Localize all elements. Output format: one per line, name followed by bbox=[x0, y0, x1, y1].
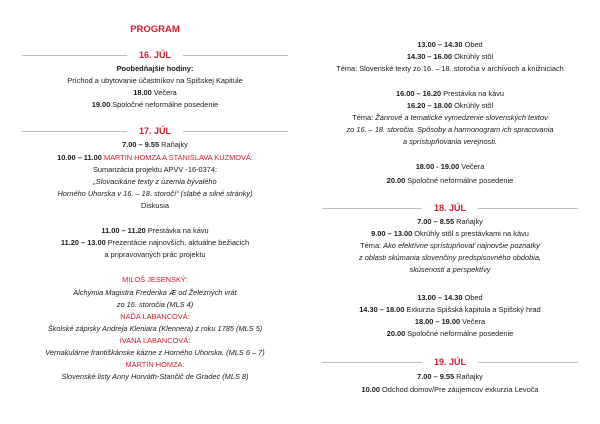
activity: Raňajky bbox=[454, 217, 483, 226]
schedule-item bbox=[10, 88, 300, 98]
topic-cont: z oblasti skúmania slovenčiny predspisovného obdobia, bbox=[358, 253, 541, 262]
activity: Odchod domov/Pre záujemcov exkurzia Levoča bbox=[379, 385, 539, 394]
topic bbox=[310, 113, 590, 123]
discussion: Diskusia bbox=[141, 201, 169, 210]
activity: Okrúhly stôl bbox=[452, 52, 494, 61]
schedule-item bbox=[310, 40, 590, 50]
speaker-name: MARTIN HOMZA: bbox=[125, 360, 185, 369]
time: 10.00 – 11.00 bbox=[57, 153, 104, 162]
schedule-item bbox=[310, 101, 590, 111]
program-title: PROGRAM bbox=[130, 24, 180, 35]
time: 7.00 – 9.55 bbox=[122, 140, 160, 149]
topic-text: Ako efektívne sprístupňovať najnovšie poznatky bbox=[383, 241, 540, 250]
activity: Večera bbox=[460, 317, 486, 326]
schedule-item bbox=[310, 293, 590, 303]
schedule-item bbox=[10, 153, 300, 163]
talk-title: Vernakulárne františkánske kázne z Horného Uhorska. (MLS 6 – 7) bbox=[45, 348, 265, 357]
speakers: MARTIN HOMZA A STANISLAVA KUZMOVÁ: bbox=[103, 153, 253, 162]
talk-title: Slovenské listy Anny Horváth-Stančič de Gradec (MLS 8) bbox=[61, 372, 249, 381]
time: 11.20 – 13.00 bbox=[60, 238, 106, 247]
time: 13.00 – 14.30 bbox=[417, 293, 463, 302]
schedule-item bbox=[310, 229, 590, 239]
talk-text: Sumarizácia projektu APVV -16-0374: bbox=[92, 165, 218, 174]
schedule-item bbox=[310, 372, 590, 382]
activity: Obed bbox=[462, 40, 483, 49]
time: 19.00 bbox=[91, 100, 111, 109]
schedule-item bbox=[10, 140, 300, 150]
talk-title: „Slovacikáne texty z územia bývalého bbox=[93, 177, 217, 186]
schedule-item bbox=[10, 226, 300, 236]
day-18-label: 18. JÚL bbox=[433, 203, 466, 213]
schedule-item bbox=[310, 385, 590, 395]
activity: Prestávka na kávu bbox=[145, 226, 209, 235]
activity: Prestávka na kávu bbox=[441, 89, 505, 98]
schedule-item bbox=[10, 100, 300, 110]
topic bbox=[310, 64, 590, 74]
schedule-item bbox=[310, 305, 590, 315]
arrival-text: Príchod a ubytovanie účastníkov na Spišskej Kapitule bbox=[67, 76, 243, 85]
activity: Spoločné neformálne posedenie bbox=[405, 329, 514, 338]
speaker-name: IVANA LABANCOVÁ: bbox=[119, 336, 191, 345]
time: 14.30 – 18.00 bbox=[359, 305, 405, 314]
topic-prefix: Téma: bbox=[360, 241, 384, 250]
activity: Okrúhly stôl s prestávkami na kávu bbox=[412, 229, 529, 238]
day-18-header bbox=[310, 201, 590, 215]
time: 7.00 – 8.55 bbox=[417, 217, 455, 226]
time: 16.20 – 18.00 bbox=[406, 101, 453, 110]
talk-title: Školské zápisky Andreja Kleniara (Klennera) z roku 1785 (MLS 5) bbox=[47, 324, 263, 333]
talk-title: Alchýmia Magistra Frederika Æ od Železných vrát bbox=[73, 288, 237, 297]
time: 9.00 – 13.00 bbox=[371, 229, 413, 238]
schedule-item bbox=[10, 238, 300, 248]
divider bbox=[183, 55, 288, 56]
activity: Raňajky bbox=[454, 372, 483, 381]
speaker-name: MILOŠ JESENSKÝ: bbox=[122, 275, 188, 284]
schedule-item bbox=[310, 52, 590, 62]
time: 20.00 bbox=[386, 329, 406, 338]
talk-title: zo 16. storočia (MLS 4) bbox=[116, 300, 194, 309]
talk-title: Horného Uhorska v 16. – 18. storočí“ (slabé a silné stránky) bbox=[57, 189, 253, 198]
divider bbox=[478, 208, 578, 209]
topic-cont: zo 16. – 18. storočia. Spôsoby a harmonogram ich spracovania bbox=[346, 125, 554, 134]
topic-cont: a sprístupňovania verejnosti. bbox=[402, 137, 498, 146]
divider bbox=[478, 362, 578, 363]
time: 18.00 bbox=[133, 88, 152, 97]
topic-text: Slovenské texty zo 16. – 18. storočia v archívoch a knižniciach bbox=[359, 64, 564, 73]
activity: Spoločné neformálne posedenie bbox=[110, 100, 219, 109]
time: 18.00 - 19.00 bbox=[415, 162, 460, 171]
activity: Večera bbox=[459, 162, 485, 171]
activity: Okrúhly stôl bbox=[452, 101, 494, 110]
activity-cont: a pripravovaných prác projektu bbox=[104, 250, 206, 259]
topic-text: Žánrové a tematické vymedzenie slovenských textov bbox=[375, 113, 548, 122]
schedule-item bbox=[310, 89, 590, 99]
time: 14.30 – 16.00 bbox=[406, 52, 453, 61]
schedule-item bbox=[310, 162, 590, 172]
time: 10.00 bbox=[361, 385, 380, 394]
schedule-item bbox=[310, 176, 590, 186]
time: 16.00 – 16.20 bbox=[395, 89, 442, 98]
divider bbox=[183, 131, 288, 132]
topic-prefix: Téma: bbox=[336, 64, 360, 73]
time: 7.00 – 9.55 bbox=[417, 372, 455, 381]
activity: Prezentácie najnovších, aktuálne bežiacich bbox=[105, 238, 250, 247]
time: 18.00 – 19.00 bbox=[414, 317, 461, 326]
day-16-label: 16. JÚL bbox=[138, 50, 171, 60]
activity: Spoločné neformálne posedenie bbox=[405, 176, 514, 185]
activity: Obed bbox=[462, 293, 483, 302]
day-19-header bbox=[310, 355, 590, 369]
schedule-item bbox=[310, 317, 590, 327]
topic-cont: skúsenosti a perspektívy bbox=[409, 265, 491, 274]
afternoon-label: Poobedňajšie hodiny: bbox=[116, 64, 194, 73]
time: 13.00 – 14.30 bbox=[417, 40, 463, 49]
time: 11.00 – 11.20 bbox=[101, 226, 146, 235]
activity: Raňajky bbox=[159, 140, 188, 149]
time: 20.00 bbox=[386, 176, 406, 185]
day-17-header bbox=[10, 124, 300, 138]
speaker-name: NAĎA LABANCOVÁ: bbox=[120, 312, 190, 321]
activity: Exkurzia Spišská kapitula a Spišský hrad bbox=[404, 305, 541, 314]
schedule-item bbox=[310, 217, 590, 227]
day-17-label: 17. JÚL bbox=[138, 126, 171, 136]
schedule-item bbox=[310, 329, 590, 339]
topic bbox=[310, 241, 590, 251]
day-16-header bbox=[10, 48, 300, 62]
day-19-label: 19. JÚL bbox=[433, 357, 466, 367]
topic-prefix: Téma: bbox=[352, 113, 376, 122]
activity: Večera bbox=[151, 88, 177, 97]
